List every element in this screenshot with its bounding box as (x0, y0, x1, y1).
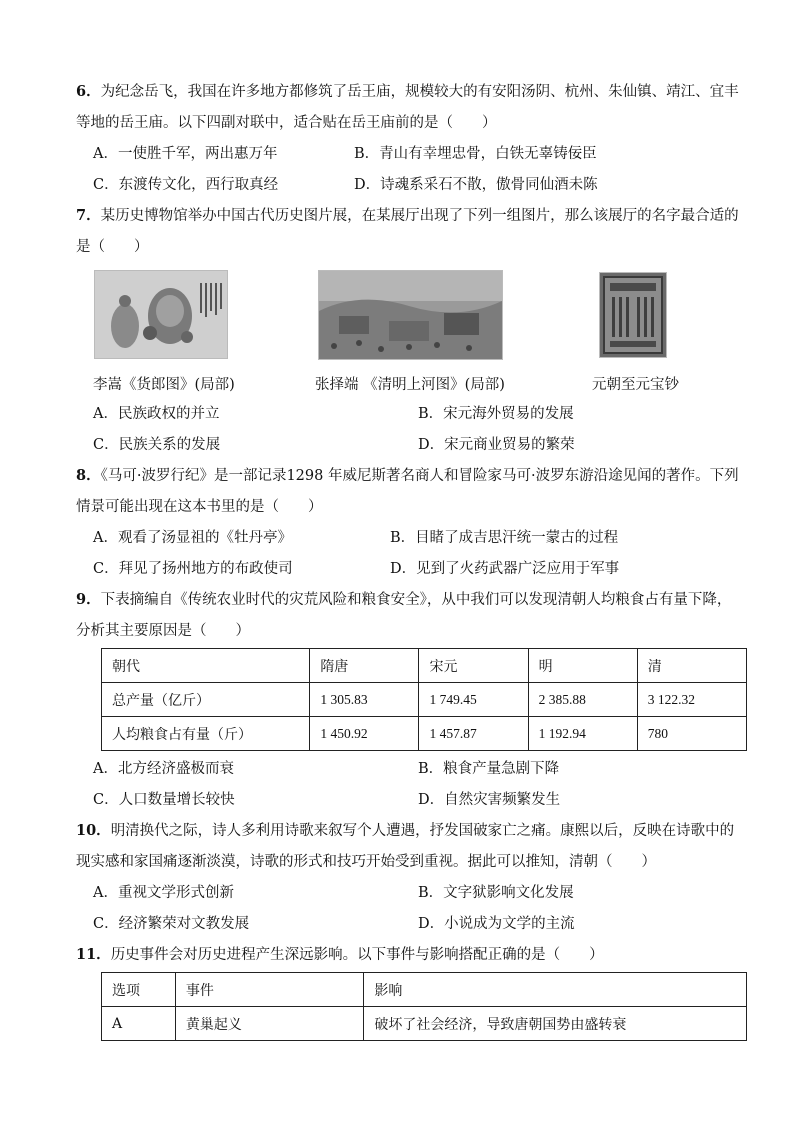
q10-line2: 现实感和家国痛逐渐淡漠，诗歌的形式和技巧开始受到重视。据此可以推知，清朝（ ） (76, 854, 656, 870)
q9-option-a: A．北方经济盛极而衰 (93, 761, 234, 777)
table-cell: 1 457.87 (419, 717, 528, 751)
q8-option-c: C．拜见了扬州地方的布政使司 (93, 561, 293, 577)
q6-option-b: B．青山有幸埋忠骨，白铁无辜铸佞臣 (354, 146, 597, 162)
q6-line1: 6．为纪念岳飞，我国在许多地方都修筑了岳王庙，规模较大的有安阳汤阴、杭州、朱仙镇、靖江、宜丰 (76, 83, 739, 100)
q10-line1: 10．明清换代之际，诗人多利用诗歌来叙写个人遭遇，抒发国破家亡之痛。康熙以后，反映在诗歌中的 (76, 822, 735, 839)
q6-option-a: A．一使胜千军，两出惠万年 (93, 146, 278, 162)
q6-option-c: C．东渡传文化，西行取真经 (93, 177, 279, 193)
table-cell: 1 192.94 (528, 717, 637, 751)
table-cell: 破坏了社会经济，导致唐朝国势由盛转衰 (364, 1007, 747, 1041)
q8-option-b: B．目睹了成吉思汗统一蒙古的过程 (390, 530, 619, 546)
table-cell: 清 (637, 649, 746, 683)
q8-number: 8． (76, 467, 101, 484)
q7-option-d: D．宋元商业贸易的繁荣 (418, 437, 575, 453)
table-row (102, 1007, 747, 1041)
table-row (102, 683, 747, 717)
q10-option-a: A．重视文学形式创新 (93, 885, 234, 901)
table-cell: 1 749.45 (419, 683, 528, 717)
q8-line2: 情景可能出现在这本书里的是（ ） (76, 499, 323, 515)
huolang-painting-image (94, 270, 228, 359)
q9-option-c: C．人口数量增长较快 (93, 792, 235, 808)
q9-option-b: B．粮食产量急剧下降 (418, 761, 560, 777)
table-cell: 黄巢起义 (175, 1007, 364, 1041)
table-cell: 朝代 (102, 649, 310, 683)
q6-option-d: D．诗魂系采石不散，傲骨同仙酒未陈 (354, 177, 598, 193)
table-cell: 3 122.32 (637, 683, 746, 717)
caption-banknote: 元朝至元宝钞 (592, 377, 679, 393)
q6-line2: 等地的岳王庙。以下四副对联中，适合贴在岳王庙前的是（ ） (76, 115, 497, 131)
table-cell: A (102, 1007, 176, 1041)
yuan-banknote-image (599, 272, 667, 358)
q9-line1: 9．下表摘编自《传统农业时代的灾荒风险和粮食安全》，从中我们可以发现清朝人均粮食占有量下降， (76, 591, 732, 608)
table-cell: 780 (637, 717, 746, 751)
q8-option-a: A．观看了汤显祖的《牡丹亭》 (93, 530, 292, 546)
table-cell: 人均粮食占有量（斤） (102, 717, 310, 751)
qingming-scroll-image (318, 270, 503, 360)
table-row (102, 973, 747, 1007)
q7-option-b: B．宋元海外贸易的发展 (418, 406, 574, 422)
q11-number: 11． (76, 946, 111, 963)
q7-option-a: A．民族政权的并立 (93, 406, 220, 422)
q10-number: 10． (76, 822, 111, 839)
table-cell: 1 305.83 (310, 683, 419, 717)
q10-option-d: D．小说成为文学的主流 (418, 916, 575, 932)
q9-option-d: D．自然灾害频繁发生 (418, 792, 561, 808)
events-table (101, 972, 747, 1041)
table-cell: 1 450.92 (310, 717, 419, 751)
table-cell: 事件 (175, 973, 364, 1007)
q8-line1: 8．《马可·波罗行纪》是一部记录1298 年威尼斯著名商人和冒险家马可·波罗东游沿途见闻的著作。下列 (76, 467, 739, 484)
q11-line1: 11．历史事件会对历史进程产生深远影响。以下事件与影响搭配正确的是（ ） (76, 946, 604, 963)
q7-line1: 7．某历史博物馆举办中国古代历史图片展，在某展厅出现了下列一组图片，那么该展厅的名字最合适的 (76, 207, 739, 224)
table-row (102, 717, 747, 751)
q9-line2: 分析其主要原因是（ ） (76, 623, 250, 639)
table-cell: 明 (528, 649, 637, 683)
caption-qingming: 张择端 《清明上河图》(局部) (315, 377, 505, 393)
table-cell: 选项 (102, 973, 176, 1007)
q10-option-b: B．文字狱影响文化发展 (418, 885, 574, 901)
q7-option-c: C．民族关系的发展 (93, 437, 221, 453)
table-row (102, 649, 747, 683)
table-cell: 影响 (364, 973, 747, 1007)
table-cell: 2 385.88 (528, 683, 637, 717)
caption-huolang: 李嵩《货郎图》(局部) (93, 377, 235, 393)
grain-table (101, 648, 747, 751)
q10-option-c: C．经济繁荣对文教发展 (93, 916, 250, 932)
table-cell: 宋元 (419, 649, 528, 683)
q6-number: 6． (76, 83, 101, 100)
table-cell: 隋唐 (310, 649, 419, 683)
q8-option-d: D．见到了火药武器广泛应用于军事 (390, 561, 620, 577)
q7-line2: 是（ ） (76, 239, 149, 255)
q7-number: 7． (76, 207, 101, 224)
q9-number: 9． (76, 591, 101, 608)
table-cell: 总产量（亿斤） (102, 683, 310, 717)
